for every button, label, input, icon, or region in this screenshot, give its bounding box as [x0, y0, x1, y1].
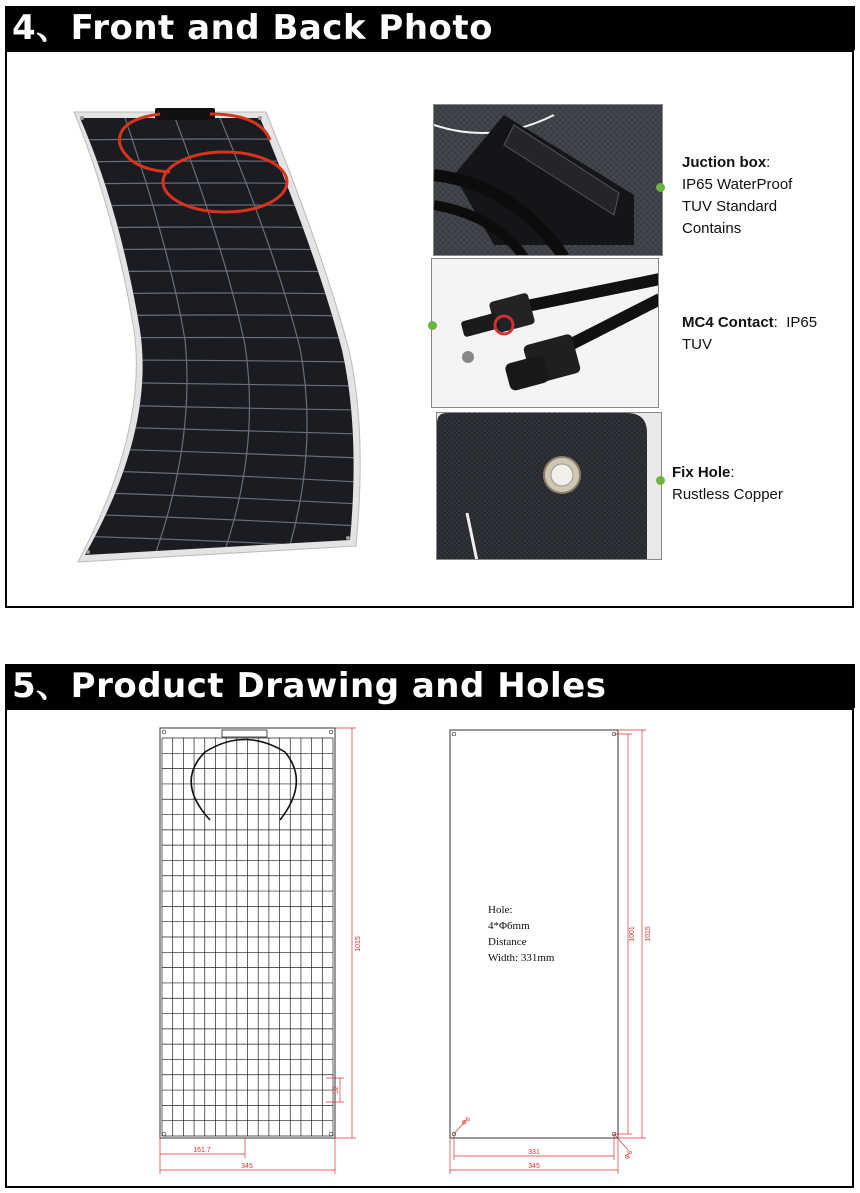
hole-note-line-3: Distance — [488, 936, 527, 948]
hole-note-line-1: Hole: — [488, 904, 513, 916]
section-4-title: 4、Front and Back Photo — [5, 6, 855, 50]
junction-heading: Juction box — [682, 154, 767, 171]
junction-line-1: IP65 WaterProof — [682, 176, 793, 193]
junction-line-3: Contains — [682, 220, 742, 237]
back-width-dim-outer: 345 — [528, 1163, 540, 1170]
fix-hole-illustration — [437, 413, 662, 560]
front-height-dim: 1015 — [355, 936, 362, 952]
mc4-photo — [431, 258, 659, 408]
front-small-dim: 52 — [333, 1086, 340, 1094]
fixhole-heading: Fix Hole — [672, 464, 731, 481]
back-height-dim-outer: 1015 — [645, 926, 652, 942]
junction-sep: : — [766, 154, 771, 171]
mc4-illustration — [432, 259, 659, 408]
callout-mc4 — [682, 312, 817, 356]
callout-fix-hole — [672, 462, 783, 506]
front-technical-drawing — [150, 722, 370, 1182]
front-junction-box — [222, 730, 267, 737]
hole-note-line-2: 4*Φ6mm — [488, 920, 530, 932]
back-hole-dim-a: Φ6 — [460, 1115, 473, 1128]
callout-dot-mc4 — [428, 321, 437, 330]
mc4-heading: MC4 Contact — [682, 314, 774, 331]
hole-note-line-4: Width: 331mm — [488, 952, 555, 964]
solar-panel-front-photo — [60, 100, 370, 570]
mc4-sep: : — [773, 314, 778, 331]
section-5-box — [5, 708, 854, 1188]
back-hole-dim-b: Φ6 — [623, 1149, 635, 1161]
fix-hole-photo — [436, 412, 662, 560]
front-width-dim: 345 — [241, 1163, 253, 1170]
mc4-line-1: TUV — [682, 336, 712, 353]
back-height-dim-inner: 1001 — [629, 926, 636, 942]
fixhole-line-1: Rustless Copper — [672, 486, 783, 503]
mc4-inline: IP65 — [786, 314, 818, 331]
fixhole-sep: : — [730, 464, 735, 481]
junction-box — [155, 108, 215, 120]
hole-note — [488, 902, 554, 966]
front-offset-dim: 161.7 — [193, 1147, 211, 1154]
junction-box-illustration — [434, 105, 663, 256]
junction-line-2: TUV Standard — [682, 198, 778, 215]
callout-dot-junction — [656, 183, 665, 192]
callout-junction-box — [682, 152, 792, 240]
back-width-dim-inner: 331 — [528, 1149, 540, 1156]
section-5-title: 5、Product Drawing and Holes — [5, 664, 855, 708]
callout-dot-fixhole — [656, 476, 665, 485]
junction-box-photo — [433, 104, 663, 256]
